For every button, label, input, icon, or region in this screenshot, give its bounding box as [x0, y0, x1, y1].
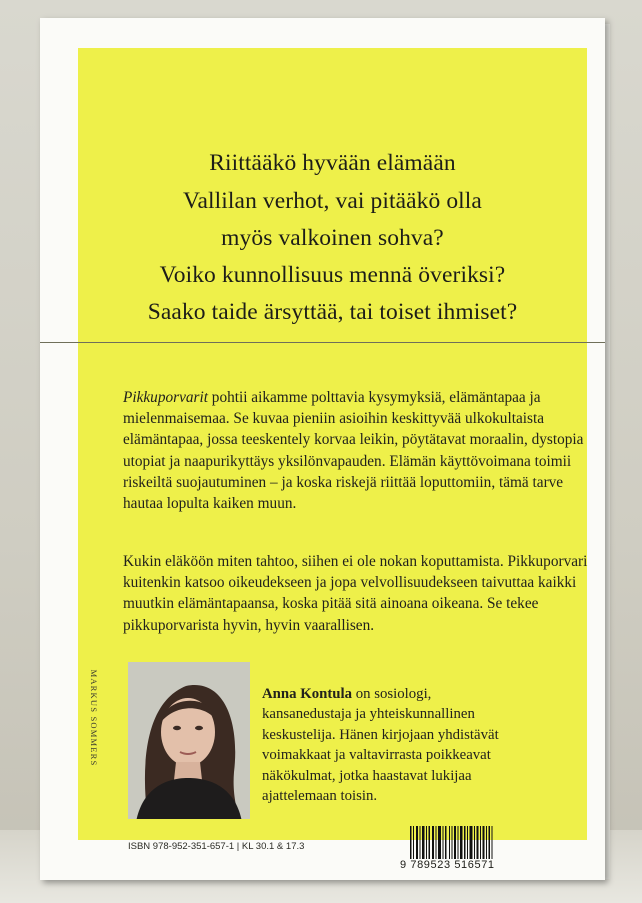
description-text: pohtii aikamme polttavia kysymyksiä, elämäntapaa ja mielenmaisemaa. Se kuvaa pieniin asioihin keskittyvää ulkokultaista elämäntapaa, jossa teeskentely korvaa leikin, pöytätavat moraalin, dystopia utopiat ja naapurikyttäys yksilönvapauden. Elämän käyttövoimana toimii riskeiltä suojautuminen – ja koska riskejä riittää loputtomiin, tämä tarve hautaa lopulta kaiken muun. [123, 389, 584, 513]
book-back-cover [40, 18, 605, 880]
question-line: Saako taide ärsyttää, tai toiset ihmiset? [147, 299, 518, 325]
author-portrait-image [128, 662, 250, 819]
book-title-italic: Pikkuporvarit [123, 389, 208, 406]
question-line: Voiko kunnollisuus mennä överiksi? [159, 262, 506, 288]
author-bio-text: on sosiologi, kansanedustaja ja yhteiskunnallinen keskustelija. Hänen kirjojaan yhdistävät voimakkaat ja valtavirrasta poikkeavat näkökulmat, jotka haastavat lukijaa ajattelemaan toisin. [262, 686, 499, 805]
description-paragraph-1 [123, 387, 593, 514]
author-name: Anna Kontula [262, 686, 353, 702]
author-bio [262, 684, 522, 806]
question-line: Riittääkö hyvään elämään [209, 150, 456, 176]
questions-panel [78, 48, 587, 361]
publisher-label: MARKUS SOMMERS [89, 669, 99, 767]
author-photo [128, 662, 250, 819]
description-text: Kukin eläköön miten tahtoo, siihen ei ole nokan koputtamista. Pikkuporvari kuitenkin katsoo oikeudekseen ja jopa velvollisuudekseen taivuttaa kaikki muutkin elämäntapaansa, koska pitää sitä ainoana oikeana. Se tekee pikkuporvarista hyvin, hyvin vaarallisen. [123, 553, 588, 634]
description-paragraph-2 [123, 551, 593, 636]
isbn-line: ISBN 978-952-351-657-1 | KL 30.1 & 17.3 [128, 841, 305, 852]
barcode-digits: 9 789523 516571 [400, 859, 498, 871]
question-line: Vallilan verhot, vai pitääkö olla [183, 188, 482, 214]
jacket-fold-line [40, 342, 605, 343]
question-line: myös valkoinen sohva? [221, 225, 444, 251]
